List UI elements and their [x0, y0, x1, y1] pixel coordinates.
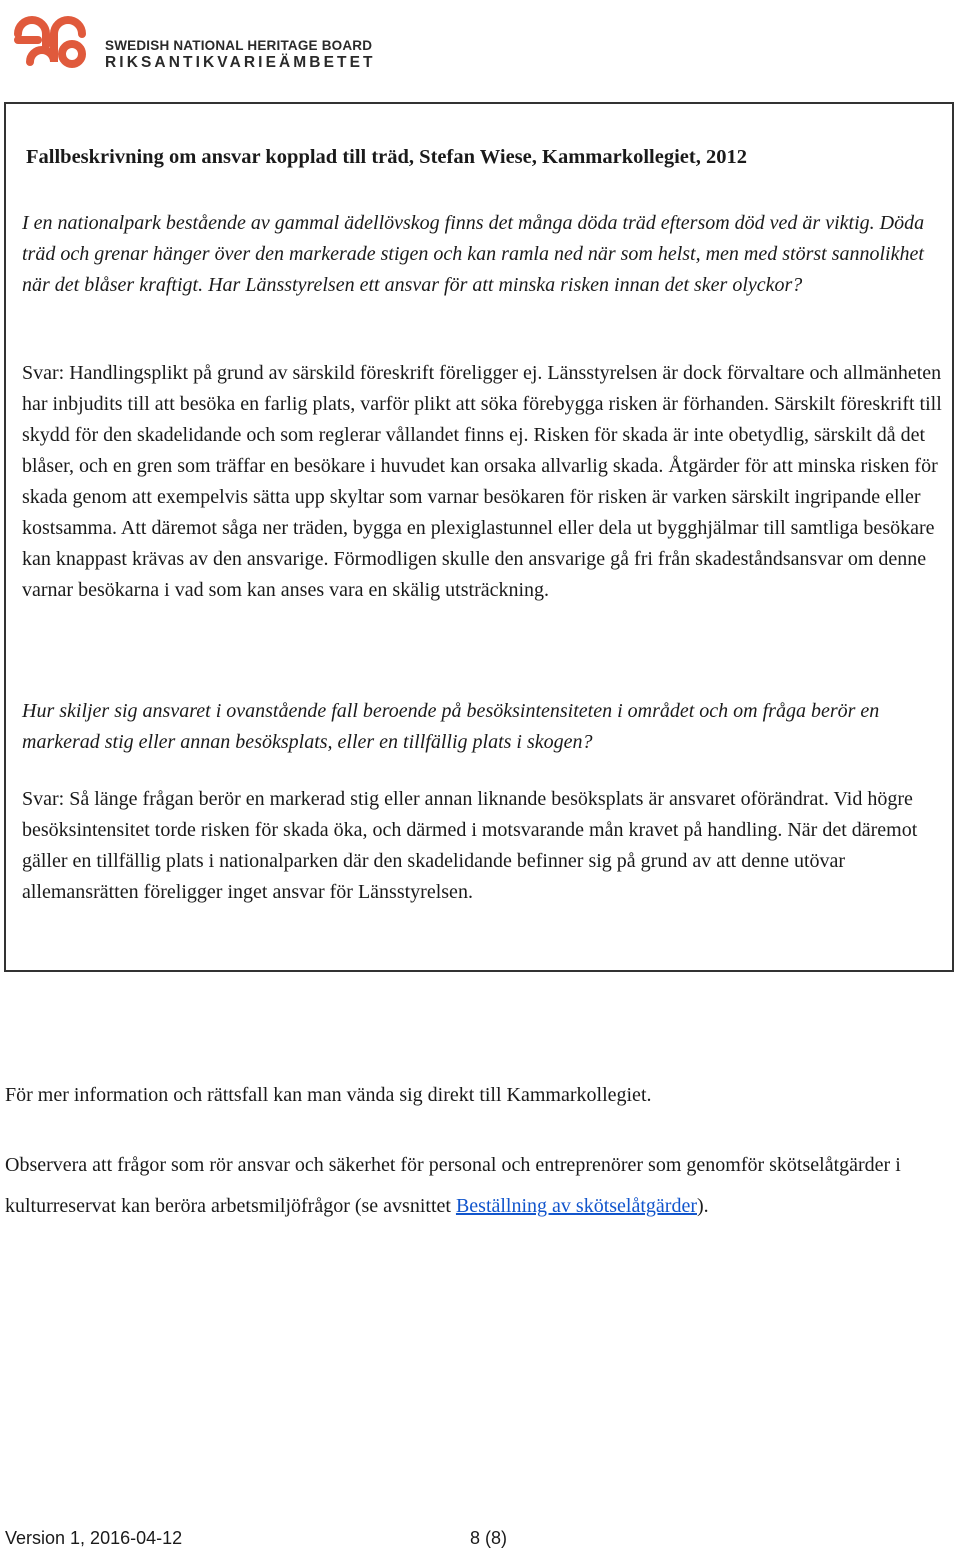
case-question-1: I en nationalpark bestående av gammal ädellövskog finns det många döda träd eftersom död ved är viktig. Döda träd och grenar hänger över den markerade stigen och kan ramla ned när som helst, men med störst sannolikhet när det blåser kraftigt. Har Länsstyrelsen ett ansvar för att minska risken innan det sker olyckor? [22, 212, 925, 296]
info-paragraph: För mer information och rättsfall kan man vända sig direkt till Kammarkollegiet. [5, 1084, 652, 1106]
case-title: Fallbeskrivning om ansvar kopplad till träd, Stefan Wiese, Kammarkollegiet, 2012 [26, 146, 747, 168]
ordering-link[interactable]: Beställning av skötselåtgärder [455, 1195, 697, 1217]
case-answer-2: Svar: Så länge frågan berör en markerad stig eller annan liknande besöksplats är ansvaret oförändrat. Vid högre besöksintensitet torde risken för skada öka, och därmed i motsvarande mån kravet på handling. När det däremot gäller en tillfällig plats i nationalparken där den skadelidande befinner sig på grund av att denne utövar allemansrätten föreligger inget ansvar för Länsstyrelsen. [22, 788, 918, 903]
observe-paragraph [5, 1145, 940, 1227]
footer-page-number: 8 (8) [470, 1528, 508, 1548]
logo-text-english: SWEDISH NATIONAL HERITAGE BOARD [105, 38, 373, 53]
observe-text-end: ). [696, 1195, 709, 1217]
heritage-board-logo [10, 0, 380, 80]
raa-knot-logo-icon [10, 0, 90, 80]
footer-version: Version 1, 2016-04-12 [5, 1528, 183, 1548]
logo-text-swedish: RIKSANTIKVARIEÄMBETET [105, 54, 376, 71]
case-answer-1: Svar: Handlingsplikt på grund av särskild föreskrift föreligger ej. Länsstyrelsen är dock förvaltare och allmänheten har inbjudits till att besöka en farlig plats, varför plikt att söka förebygga risken är förhanden. Särskilt föreskrift till skydd för den skadelidande och som reglerar vållandet finns ej. Risken för skada är inte obetydlig, särskilt då det blåser, och en gren som träffar en besökare i huvudet kan orsaka allvarlig skada. Åtgärder för att minska risken för skada genom att exempelvis sätta upp skyltar som varnar besökaren för risken är varken särskilt ingripande eller kostsamma. Att däremot såga ner träden, bygga en plexiglastunnel eller dela ut bygghjälmar till samtliga besökare kan knappast krävas av den ansvarige. Förmodligen skulle den ansvarige gå fri från skadeståndsansvar om denne varnar besökarna i vad som kan anses vara en skälig utsträckning. [22, 362, 942, 601]
case-description-box [4, 102, 954, 972]
observe-text: Observera att frågor som rör ansvar och säkerhet för personal och entreprenörer som genomför skötselåtgärder i kulturreservat kan beröra arbetsmiljöfrågor (se avsnittet [5, 1154, 901, 1217]
case-question-2: Hur skiljer sig ansvaret i ovanstående fall beroende på besöksintensiteten i området och om fråga berör en markerad stig eller annan besöksplats, eller en tillfällig plats i skogen? [22, 700, 880, 753]
